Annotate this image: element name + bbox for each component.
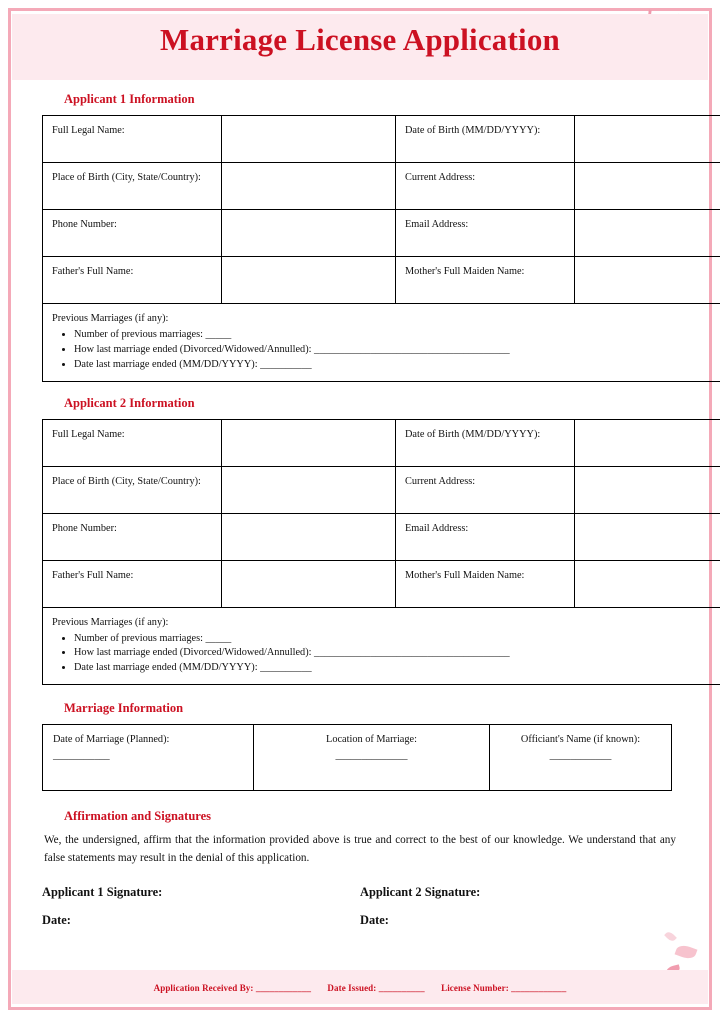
previous-marriages-cell-2 — [43, 607, 720, 685]
label-mothers-maiden-name-1: Mother's Full Maiden Name: — [396, 257, 575, 304]
table-row — [43, 419, 720, 466]
label-place-of-birth-1: Place of Birth (City, State/Country): — [43, 163, 222, 210]
input-mothers-maiden-name-1[interactable] — [575, 257, 720, 304]
previous-marriages-cell-1 — [43, 304, 720, 382]
input-current-address-1[interactable] — [575, 163, 720, 210]
table-row — [43, 466, 720, 513]
field-location-of-marriage[interactable] — [254, 725, 490, 791]
applicant2-table — [42, 419, 720, 686]
field-date-of-marriage[interactable] — [43, 725, 254, 791]
input-location-of-marriage[interactable]: ______________ — [335, 750, 408, 762]
list-item[interactable]: • How last marriage ended (Divorced/Widowed/Annulled): ______________________________________ — [74, 646, 720, 661]
previous-marriages-list-1 — [52, 328, 720, 373]
border-decoration-top — [8, 8, 712, 11]
border-decoration-left — [8, 8, 11, 1010]
label-previous-marriages-2: Previous Marriages (if any): — [52, 616, 169, 628]
label-previous-marriages-1: Previous Marriages (if any): — [52, 313, 169, 324]
label-current-address-1: Current Address: — [396, 163, 575, 210]
table-row — [43, 163, 720, 210]
label-applicant2-date[interactable]: Date: — [360, 913, 389, 928]
input-place-of-birth-2[interactable] — [222, 466, 396, 513]
input-email-address-1[interactable] — [575, 210, 720, 257]
affirmation-body: We, the undersigned, affirm that the information provided above is true and correct to the best of our knowledge. We understand that any false statements may result in the denial of this application. — [44, 834, 676, 864]
label-email-address-2: Email Address: — [396, 513, 575, 560]
label-phone-number-1: Phone Number: — [43, 210, 222, 257]
label-fathers-full-name-2: Father's Full Name: — [43, 560, 222, 607]
field-officiant-name[interactable] — [490, 725, 672, 791]
label-email-address-1: Email Address: — [396, 210, 575, 257]
signature-block-applicant2 — [360, 885, 678, 928]
input-fathers-full-name-2[interactable] — [222, 560, 396, 607]
input-date-of-birth-1[interactable] — [575, 116, 720, 163]
label-place-of-birth-2: Place of Birth (City, State/Country): — [43, 466, 222, 513]
label-date-of-marriage: Date of Marriage (Planned): — [53, 734, 170, 746]
section-heading-applicant1: Applicant 1 Information — [64, 92, 195, 106]
label-full-legal-name-1: Full Legal Name: — [43, 116, 222, 163]
label-phone-number-2: Phone Number: — [43, 513, 222, 560]
label-date-of-birth-2: Date of Birth (MM/DD/YYYY): — [396, 419, 575, 466]
list-item[interactable]: • Date last marriage ended (MM/DD/YYYY): __________ — [74, 661, 720, 676]
label-applicant1-date[interactable]: Date: — [42, 913, 71, 928]
input-phone-number-2[interactable] — [222, 513, 396, 560]
table-row — [43, 257, 720, 304]
list-item[interactable]: • Date last marriage ended (MM/DD/YYYY): __________ — [74, 358, 720, 373]
label-applicant2-signature[interactable]: Applicant 2 Signature: — [360, 885, 481, 900]
list-item[interactable]: • Number of previous marriages: _____ — [74, 328, 720, 343]
input-current-address-2[interactable] — [575, 466, 720, 513]
label-applicant1-signature[interactable]: Applicant 1 Signature: — [42, 885, 163, 900]
border-decoration-bottom — [8, 1007, 712, 1010]
footer-date-issued[interactable]: Date Issued: __________ — [327, 983, 425, 993]
label-full-legal-name-2: Full Legal Name: — [43, 419, 222, 466]
section-heading-marriage: Marriage Information — [64, 701, 184, 716]
applicant1-table — [42, 115, 720, 382]
input-place-of-birth-1[interactable] — [222, 163, 396, 210]
footer-application-received-by[interactable]: Application Received By: ____________ — [153, 983, 312, 993]
label-date-of-birth-1: Date of Birth (MM/DD/YYYY): — [396, 116, 575, 163]
footer-office-use — [0, 983, 720, 993]
previous-marriages-list-2 — [52, 632, 720, 677]
label-location-of-marriage: Location of Marriage: — [326, 734, 417, 746]
form-content — [42, 92, 678, 928]
label-current-address-2: Current Address: — [396, 466, 575, 513]
list-item[interactable]: • Number of previous marriages: _____ — [74, 632, 720, 647]
table-row — [43, 607, 720, 685]
label-fathers-full-name-1: Father's Full Name: — [43, 257, 222, 304]
petal-icon — [664, 930, 677, 943]
table-row — [43, 116, 720, 163]
input-officiant-name[interactable]: ____________ — [549, 750, 612, 762]
table-row — [43, 560, 720, 607]
table-row — [43, 210, 720, 257]
table-row — [43, 304, 720, 382]
input-email-address-2[interactable] — [575, 513, 720, 560]
page-title: Marriage License Application — [160, 22, 560, 57]
table-row — [43, 725, 672, 791]
label-mothers-maiden-name-2: Mother's Full Maiden Name: — [396, 560, 575, 607]
input-full-legal-name-1[interactable] — [222, 116, 396, 163]
input-full-legal-name-2[interactable] — [222, 419, 396, 466]
petal-icon — [675, 943, 698, 961]
input-date-of-birth-2[interactable] — [575, 419, 720, 466]
input-date-of-marriage[interactable]: ___________ — [53, 750, 110, 762]
label-officiant-name: Officiant's Name (if known): — [520, 734, 641, 746]
input-fathers-full-name-1[interactable] — [222, 257, 396, 304]
footer-license-number[interactable]: License Number: ____________ — [441, 983, 567, 993]
section-heading-affirmation: Affirmation and Signatures — [64, 809, 212, 824]
list-item[interactable]: • How last marriage ended (Divorced/Widowed/Annulled): ______________________________________ — [74, 343, 720, 358]
section-heading-applicant2: Applicant 2 Information — [64, 395, 195, 410]
marriage-info-table — [42, 724, 672, 791]
signature-block-applicant1 — [42, 885, 360, 928]
table-row — [43, 513, 720, 560]
signature-row — [42, 885, 678, 928]
input-phone-number-1[interactable] — [222, 210, 396, 257]
input-mothers-maiden-name-2[interactable] — [575, 560, 720, 607]
